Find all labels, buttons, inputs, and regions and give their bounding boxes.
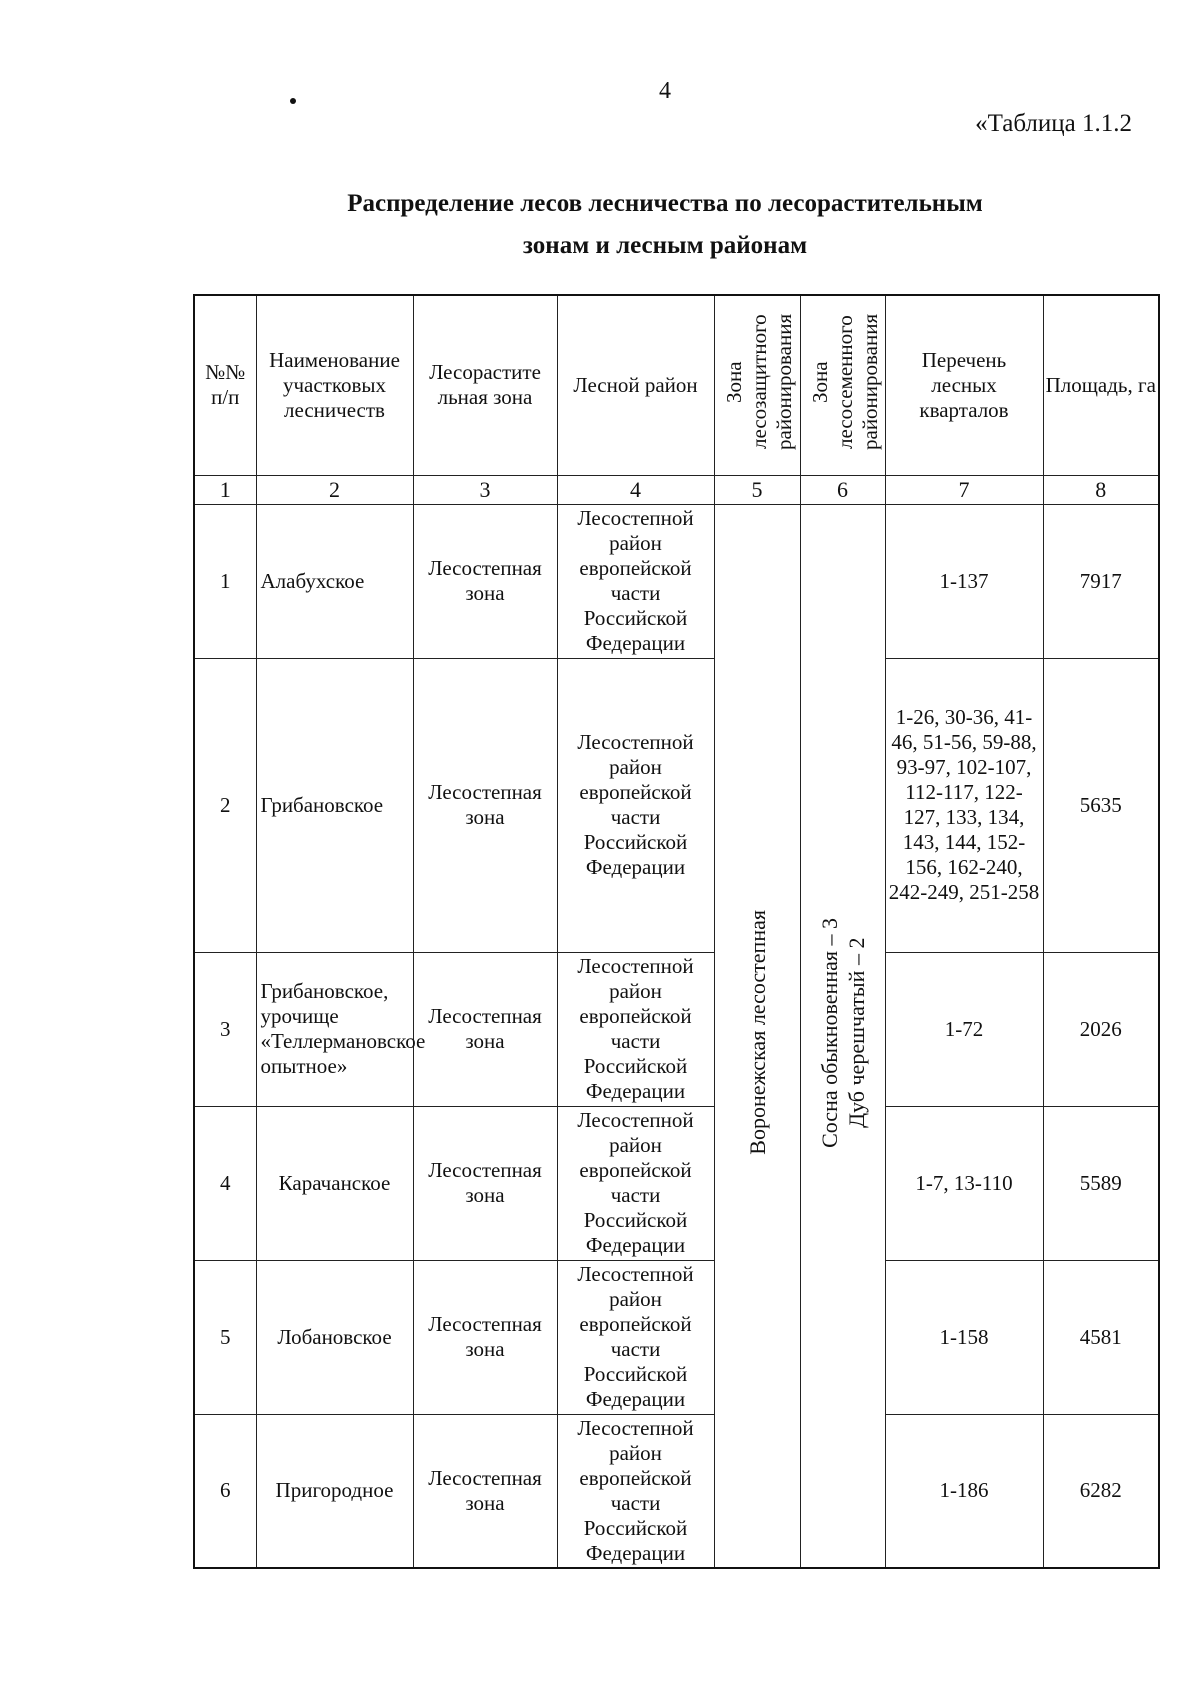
seed-zone-text bbox=[816, 918, 870, 1148]
row-quarters: 1-186 bbox=[885, 1414, 1043, 1568]
table-row bbox=[194, 1106, 1159, 1260]
row-zone: Лесостепная зона bbox=[413, 1260, 557, 1414]
table-title bbox=[0, 183, 1200, 267]
row-num: 1 bbox=[194, 504, 256, 658]
table-row bbox=[194, 504, 1159, 658]
column-number: 2 bbox=[256, 475, 413, 504]
row-name: Пригородное bbox=[256, 1414, 413, 1568]
header-num: №№ п/п bbox=[194, 295, 256, 475]
title-line-1: Распределение лесов лесничества по лесорастительным bbox=[347, 190, 983, 217]
row-quarters: 1-72 bbox=[885, 952, 1043, 1106]
row-area: 6282 bbox=[1043, 1414, 1159, 1568]
row-area: 2026 bbox=[1043, 952, 1159, 1106]
table-reference: «Таблица 1.1.2 bbox=[975, 110, 1132, 137]
row-name: Грибановское bbox=[256, 658, 413, 952]
seed-zone-line-2: Дуб черешчатый – 2 bbox=[843, 937, 869, 1128]
title-line-2: зонам и лесным районам bbox=[522, 232, 808, 259]
column-number: 8 bbox=[1043, 475, 1159, 504]
header-seed-zone-text: Зона лесосеменного районирования bbox=[807, 314, 882, 451]
header-protection-zone-text: Зона лесозащитного районирования bbox=[722, 314, 796, 451]
table-row bbox=[194, 1260, 1159, 1414]
row-num: 6 bbox=[194, 1414, 256, 1568]
merged-protection-zone bbox=[714, 504, 800, 1568]
header-row bbox=[194, 295, 1159, 475]
row-district: Лесостепной район европейской части Российской Федерации bbox=[557, 1414, 714, 1568]
header-seed-zone bbox=[800, 295, 885, 475]
row-zone: Лесостепная зона bbox=[413, 1414, 557, 1568]
merged-seed-zone bbox=[800, 504, 885, 1568]
page-number: 4 bbox=[659, 78, 671, 104]
seed-zone-line-1: Сосна обыкновенная – 3 bbox=[816, 917, 842, 1148]
column-number: 7 bbox=[885, 475, 1043, 504]
row-district: Лесостепной район европейской части Российской Федерации bbox=[557, 1260, 714, 1414]
row-num: 2 bbox=[194, 658, 256, 952]
column-number: 1 bbox=[194, 475, 256, 504]
header-protection-zone bbox=[714, 295, 800, 475]
stray-dot-mark bbox=[290, 98, 296, 104]
column-number: 6 bbox=[800, 475, 885, 504]
row-quarters: 1-7, 13-110 bbox=[885, 1106, 1043, 1260]
column-number-row bbox=[194, 475, 1159, 504]
row-zone: Лесостепная зона bbox=[413, 952, 557, 1106]
row-name: Лобановское bbox=[256, 1260, 413, 1414]
table-row bbox=[194, 952, 1159, 1106]
row-name: Карачанское bbox=[256, 1106, 413, 1260]
row-zone: Лесостепная зона bbox=[413, 1106, 557, 1260]
row-quarters: 1-26, 30-36, 41-46, 51-56, 59-88, 93-97, 102-107, 112-117, 122-127, 133, 134, 143, 144, 152-156, 162-240, 242-249, 251-258 bbox=[885, 658, 1043, 952]
forest-distribution-table bbox=[193, 294, 1160, 1569]
header-name: Наименование участковых лесничеств bbox=[256, 295, 413, 475]
protection-zone-text: Воронежская лесостепная bbox=[744, 910, 770, 1156]
column-number: 5 bbox=[714, 475, 800, 504]
column-number: 4 bbox=[557, 475, 714, 504]
column-number: 3 bbox=[413, 475, 557, 504]
row-area: 4581 bbox=[1043, 1260, 1159, 1414]
header-area: Площадь, га bbox=[1043, 295, 1159, 475]
row-num: 5 bbox=[194, 1260, 256, 1414]
row-quarters: 1-158 bbox=[885, 1260, 1043, 1414]
row-district: Лесостепной район европейской части Российской Федерации bbox=[557, 1106, 714, 1260]
header-quarters: Перечень лесных кварталов bbox=[885, 295, 1043, 475]
row-quarters: 1-137 bbox=[885, 504, 1043, 658]
header-district: Лесной район bbox=[557, 295, 714, 475]
row-area: 5589 bbox=[1043, 1106, 1159, 1260]
row-name: Алабухское bbox=[256, 504, 413, 658]
row-zone: Лесостепная зона bbox=[413, 658, 557, 952]
row-area: 5635 bbox=[1043, 658, 1159, 952]
row-num: 3 bbox=[194, 952, 256, 1106]
row-num: 4 bbox=[194, 1106, 256, 1260]
header-zone: Лесорастите льная зона bbox=[413, 295, 557, 475]
row-district: Лесостепной район европейской части Российской Федерации bbox=[557, 504, 714, 658]
row-district: Лесостепной район европейской части Российской Федерации bbox=[557, 658, 714, 952]
row-area: 7917 bbox=[1043, 504, 1159, 658]
table-row bbox=[194, 1414, 1159, 1568]
row-zone: Лесостепная зона bbox=[413, 504, 557, 658]
table-row bbox=[194, 658, 1159, 952]
row-name: Грибановское, урочище «Теллермановское опытное» bbox=[256, 952, 413, 1106]
row-district: Лесостепной район европейской части Российской Федерации bbox=[557, 952, 714, 1106]
